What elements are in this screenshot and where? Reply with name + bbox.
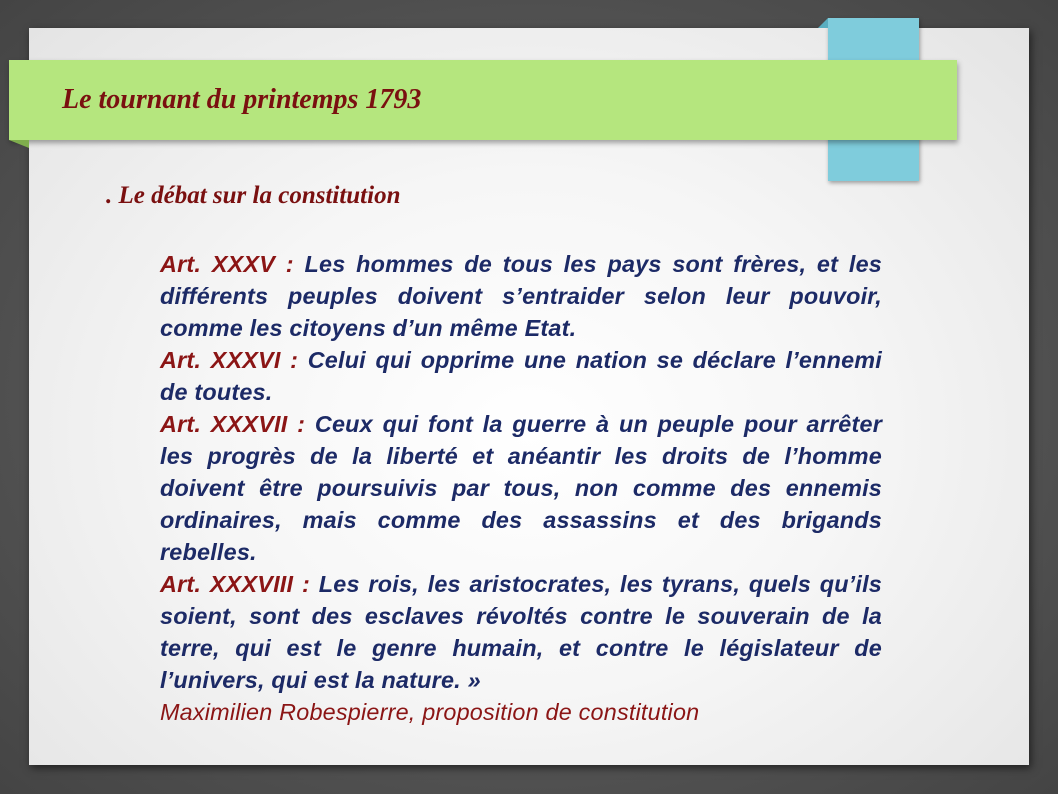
slide-title: Le tournant du printemps 1793 bbox=[62, 84, 422, 115]
article-label: Art. XXXV : bbox=[160, 251, 294, 277]
article-label: Art. XXXVI : bbox=[160, 347, 299, 373]
constitution-quote bbox=[160, 248, 882, 728]
article-label: Art. XXXVII : bbox=[160, 411, 306, 437]
title-banner bbox=[9, 60, 957, 140]
article-paragraph bbox=[160, 568, 882, 696]
article-paragraph bbox=[160, 344, 882, 408]
section-subtitle: . Le débat sur la constitution bbox=[106, 182, 401, 209]
article-text: Celui qui opprime une nation se déclare l’ennemi de toutes. bbox=[160, 347, 882, 405]
article-text: Les rois, les aristocrates, les tyrans, quels qu’ils soient, sont des esclaves révoltés contre le souverain de la terre, qui est le genre humain, et contre le législateur de l’univers, qui est la nature. » bbox=[160, 571, 882, 693]
article-label: Art. XXXVIII : bbox=[160, 571, 310, 597]
quote-source: Maximilien Robespierre, proposition de constitution bbox=[160, 699, 700, 725]
article-paragraph bbox=[160, 248, 882, 344]
article-text: Les hommes de tous les pays sont frères, et les différents peuples doivent s’entraider selon leur pouvoir, comme les citoyens d’un même Etat. bbox=[160, 251, 882, 341]
article-text: Ceux qui font la guerre à un peuple pour arrêter les progrès de la liberté et anéantir les droits de l’homme doivent être poursuivis par tous, non comme des ennemis ordinaires, mais comme des assassins et des brigands rebelles. bbox=[160, 411, 883, 565]
article-paragraph bbox=[160, 408, 882, 568]
